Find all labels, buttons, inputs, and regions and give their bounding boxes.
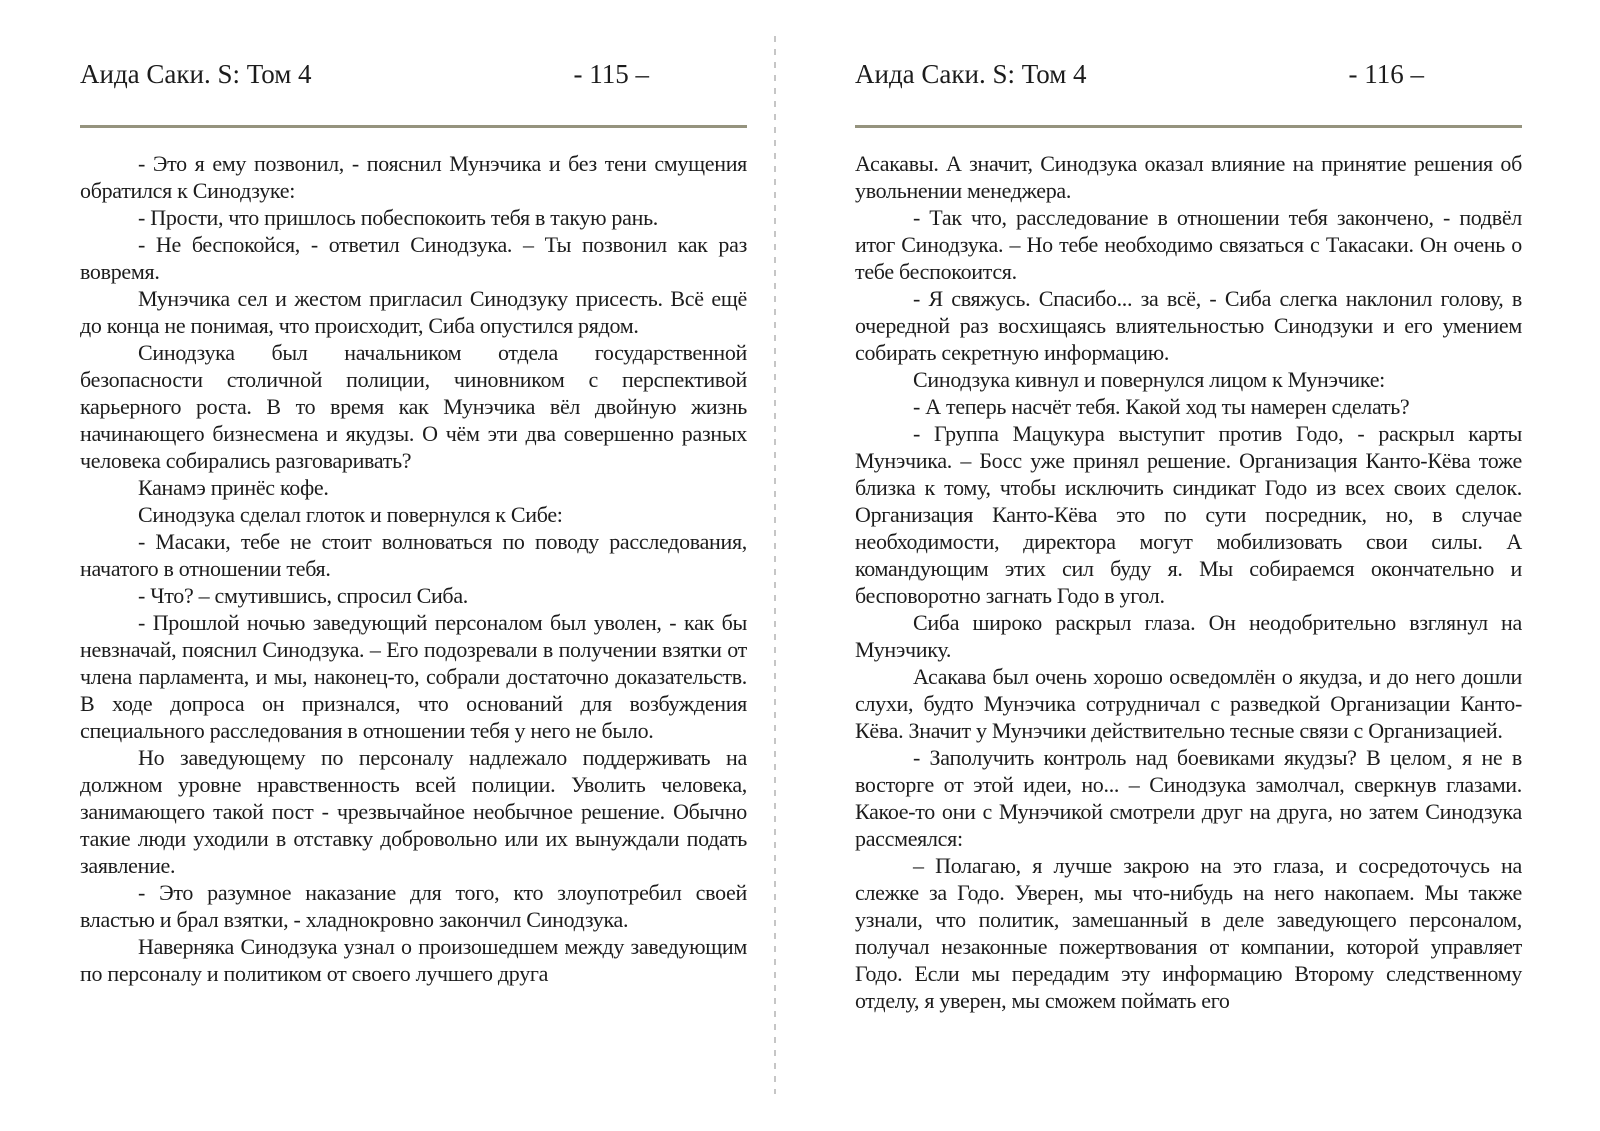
paragraph: - Заполучить контроль над боевиками якудзы? В целом¸ я не в восторге от этой идеи, но... – Синодзука замолчал, сверкнув глазами. Какое-то они с Мунэчикой смотрели друг на друга, но затем Синодзука рассмеялся:: [855, 745, 1522, 851]
page-number: - 116 –: [1348, 59, 1424, 89]
page-body-left: [80, 150, 747, 987]
paragraph: - Не беспокойся, - ответил Синодзука. – Ты позвонил как раз вовремя.: [80, 232, 747, 284]
paragraph: - Прости, что пришлось побеспокоить тебя в такую рань.: [138, 205, 658, 230]
paragraph: Наверняка Синодзука узнал о произошедшем между заведующим по персоналу и политиком от своего лучшего друга: [80, 934, 747, 986]
paragraph: - А теперь насчёт тебя. Какой ход ты намерен сделать?: [913, 394, 1410, 419]
paragraph: - Это разумное наказание для того, кто злоупотребил своей властью и брал взятки, - хладнокровно закончил Синодзука.: [80, 880, 747, 932]
paragraph: - Так что, расследование в отношении тебя закончено, - подвёл итог Синодзука. – Но тебе необходимо связаться с Такасаки. Он очень о тебе беспокоится.: [855, 205, 1522, 284]
book-title: Аида Саки. S: Том 4: [80, 59, 312, 89]
page-body-right: [855, 150, 1522, 1014]
paragraph: Мунэчика сел и жестом пригласил Синодзуку присесть. Всё ещё до конца не понимая, что происходит, Сиба опустился рядом.: [80, 286, 747, 338]
paragraph: Сиба широко раскрыл глаза. Он неодобрительно взглянул на Мунэчику.: [855, 610, 1522, 662]
paragraph: - Прошлой ночью заведующий персоналом был уволен, - как бы невзначай, пояснил Синодзука. – Его подозревали в получении взятки от члена парламента, и мы, наконец-то, собрали достаточно доказательств. В ходе допроса он признался, что оснований для возбуждения специального расследования в отношении тебя у него не было.: [80, 610, 747, 743]
paragraph: - Это я ему позвонил, - пояснил Мунэчика и без тени смущения обратился к Синодзуке:: [80, 151, 747, 203]
paragraph: - Масаки, тебе не стоит волноваться по поводу расследования, начатого в отношении тебя.: [80, 529, 747, 581]
paragraph: - Я свяжусь. Спасибо... за всё, - Сиба слегка наклонил голову, в очередной раз восхищаясь влиятельностью Синодзуки и его умением собирать секретную информацию.: [855, 286, 1522, 365]
paragraph: Синодзука был начальником отдела государственной безопасности столичной полиции, чиновником с перспективой карьерного роста. В то время как Мунэчика вёл двойную жизнь начинающего бизнесмена и якудзы. О чём эти два совершенно разных человека собирались разговаривать?: [80, 340, 747, 473]
paragraph: Синодзука сделал глоток и повернулся к Сибе:: [138, 502, 563, 527]
page-number: - 115 –: [573, 59, 649, 89]
page-header-right: [855, 60, 1522, 90]
page-divider: [774, 36, 776, 1094]
header-rule: [855, 125, 1522, 128]
page-header-left: [80, 60, 747, 90]
paragraph: - Что? – смутившись, спросил Сиба.: [138, 583, 468, 608]
paragraph: Асакава был очень хорошо осведомлён о якудза, и до него дошли слухи, будто Мунэчика сотрудничал с разведкой Организации Канто-Кёва. Значит у Мунэчики действительно тесные связи с Организацией.: [855, 664, 1522, 743]
paragraph: Но заведующему по персоналу надлежало поддерживать на должном уровне нравственность всей полиции. Уволить человека, занимающего такой пост - чрезвычайное необычное решение. Обычно такие люди уходили в отставку добровольно или их вынуждали подать заявление.: [80, 745, 747, 878]
paragraph: Синодзука кивнул и повернулся лицом к Мунэчике:: [913, 367, 1385, 392]
page-left: [80, 0, 747, 1131]
paragraph: Канамэ принёс кофе.: [138, 475, 329, 500]
book-title: Аида Саки. S: Том 4: [855, 59, 1087, 89]
paragraph: - Группа Мацукура выступит против Годо, - раскрыл карты Мунэчика. – Босс уже принял решение. Организация Канто-Кёва тоже близка к тому, чтобы исключить синдикат Годо из всех своих сделок. Организация Канто-Кёва это по сути посредник, но, в случае необходимости, директора могут мобилизовать свои силы. А командующим этих сил буду я. Мы собираемся окончательно и бесповоротно загнать Годо в угол.: [855, 421, 1522, 608]
page-right: [855, 0, 1522, 1131]
paragraph: Асакавы. А значит, Синодзука оказал влияние на принятие решения об увольнении менеджера.: [855, 151, 1522, 203]
header-rule: [80, 125, 747, 128]
paragraph: – Полагаю, я лучше закрою на это глаза, и сосредоточусь на слежке за Годо. Уверен, мы что-нибудь на него накопаем. Мы также узнали, что политик, замешанный в деле заведующего персоналом, получал незаконные пожертвования от компании, которой управляет Годо. Если мы передадим эту информацию Второму следственному отделу, я уверен, мы сможем поймать его: [855, 853, 1522, 1013]
